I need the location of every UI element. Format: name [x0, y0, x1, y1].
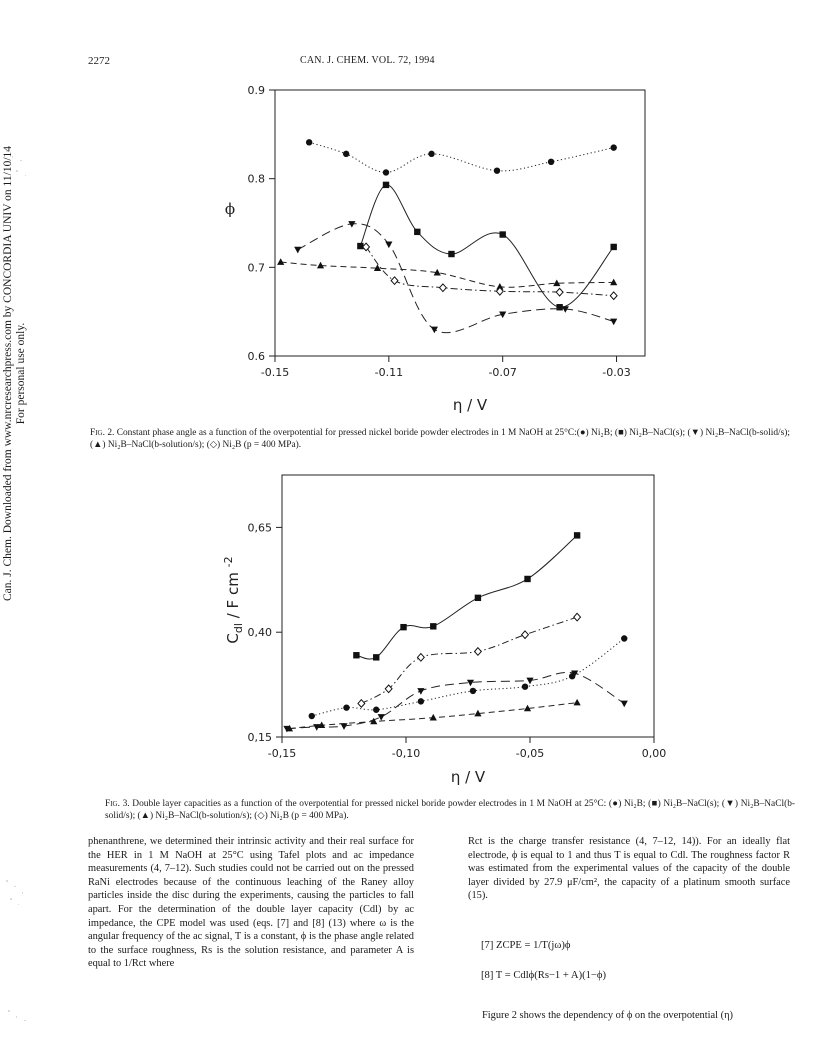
fig3-series-5-point — [574, 613, 581, 621]
fig3-y-tick-label: 0,40 — [247, 626, 272, 640]
running-head: CAN. J. CHEM. VOL. 72, 1994 — [300, 55, 435, 66]
fig3-series-3-line — [287, 672, 624, 728]
fig3-series-2-point — [353, 652, 359, 658]
fig3-x-tick-label: 0,00 — [641, 747, 667, 760]
fig3-series-2-point — [400, 624, 406, 630]
fig3-y-axis-label: $C_{dl}$ / F cm $^{-2}$ — [222, 556, 245, 644]
fig3-plot-frame — [282, 475, 654, 737]
fig3-series-5-point — [475, 648, 482, 656]
body-last-line: Figure 2 shows the dependency of ϕ on the overpotential (η) — [482, 1010, 733, 1021]
fig3-series-1-point — [309, 713, 315, 719]
fig3-x-axis-label: η / V — [450, 768, 486, 786]
fig2-caption-text: Constant phase angle as a function of the overpotential for pressed nickel boride powder electrodes in 1 M NaOH at 25°C:(●) Ni₂B; (■) Ni₂B–NaCl(s); (▼) Ni₂B–NaCl(b-solid/s); (▲) Ni₂B–NaCl(b-solution/s); (◇) Ni₂B (p = 400 MPa). — [90, 428, 790, 450]
fig3-x-tick-label: -0,05 — [515, 747, 545, 760]
body-right-column: Rct is the charge transfer resistance (4, 7–12, 14)). For an ideally flat electrode, ϕ is equal to 1 and thus T is equal to Cdl. The roughness factor R was estimated from the experimental values of the capacity of the double layer divided by 27.9 μF/cm², the capacity of a platinum smooth surface (15). — [468, 836, 790, 902]
fig3-series-4-point — [574, 699, 581, 706]
fig2-y-axis-label: ϕ — [224, 200, 236, 218]
body-left-column: phenanthrene, we determined their intrinsic activity and their real surface for the HER in 1 M NaOH at 25°C using Tafel plots and ac impedance measurements (4, 7–12). Such studies could not be carried out on the pressed RaNi electrodes because of the continuous leaching of the Raney alloy particles inside the disc during the experiments, causing the particles to fall apart. For the determination of the double layer capacity (Cdl) by ac impedance, the CPE model was used (eqs. [7] and [8] (13) where ω is the angular frequency of the ac signal, T is a constant, ϕ is the phase angle related to the surface roughness, Rs is the solution resistance, and parameter A is equal to 1/Rct where — [88, 836, 414, 970]
fig3-series-1-point — [343, 704, 349, 710]
figure-3-caption — [105, 798, 795, 822]
download-watermark-line1: Can. J. Chem. Downloaded from www.nrcresearchpress.com by CONCORDIA UNIV on 11/10/14 — [2, 145, 14, 602]
fig3-series-1-point — [418, 698, 424, 704]
fig3-series-3-point — [467, 680, 474, 687]
fig3-series-4-point — [430, 714, 437, 721]
fig3-series-2-point — [574, 532, 580, 538]
fig2-y-tick-label: 0.7 — [247, 261, 265, 275]
fig2-y-tick-label: 0.8 — [247, 172, 265, 186]
equation-7: [7] ZCPE = 1/T(jω)ϕ — [481, 940, 571, 951]
fig3-series-5-point — [358, 700, 365, 708]
fig3-series-2-line — [356, 535, 577, 659]
fig3-x-tick-label: -0,15 — [267, 747, 297, 760]
fig2-x-tick-label: -0.15 — [260, 366, 290, 379]
fig3-series-5-point — [417, 654, 424, 662]
fig3-series-2-point — [430, 623, 436, 629]
fig2-caption-label: Fig. 2. — [90, 428, 115, 438]
fig2-y-tick-label: 0.6 — [247, 350, 265, 363]
fig3-series-1-point — [621, 635, 627, 641]
fig3-series-3-point — [621, 701, 628, 708]
fig3-series-3-point — [340, 723, 347, 730]
fig2-x-axis-label: η / V — [452, 396, 488, 414]
fig2-x-tick-label: -0.11 — [374, 366, 404, 379]
fig3-y-tick-label: 0,65 — [247, 521, 272, 535]
fig3-caption-text: Double layer capacities as a function of the overpotential for pressed nickel boride powder electrodes in 1 M NaOH at 25°C: (●) Ni₂B; (■) Ni₂B–NaCl(s); (▼) Ni₂B–NaCl(b-solid/s); (▲) Ni₂B–NaCl(b-solution/s); (◇) Ni₂B (p = 400 MPa). — [105, 799, 795, 821]
equation-8: [8] T = Cdlϕ(Rs−1 + A)(1−ϕ) — [481, 970, 606, 981]
fig3-series-5-point — [522, 631, 529, 639]
fig3-series-2-point — [475, 595, 481, 601]
fig3-caption-label: Fig. 3. — [105, 799, 130, 809]
fig3-series-1-point — [522, 683, 528, 689]
fig3-series-3-point — [378, 714, 385, 721]
fig3-x-tick-label: -0,10 — [391, 747, 421, 760]
fig3-series-3-point — [526, 678, 533, 685]
fig3-y-tick-label: 0,15 — [247, 731, 272, 744]
fig2-x-tick-label: -0.03 — [602, 366, 631, 379]
fig3-series-3-point — [417, 688, 424, 695]
page-number: 2272 — [88, 55, 110, 67]
fig3-series-2-point — [524, 576, 530, 582]
download-watermark-line2: For personal use only. — [15, 322, 27, 425]
fig2-x-tick-label: -0.07 — [488, 366, 517, 379]
fig3-series-5-line — [361, 617, 577, 703]
fig3-series-1-point — [373, 707, 379, 713]
fig3-series-1-point — [470, 688, 476, 694]
fig3-series-2-point — [373, 654, 379, 660]
fig2-y-tick-label: 0.9 — [247, 84, 265, 97]
